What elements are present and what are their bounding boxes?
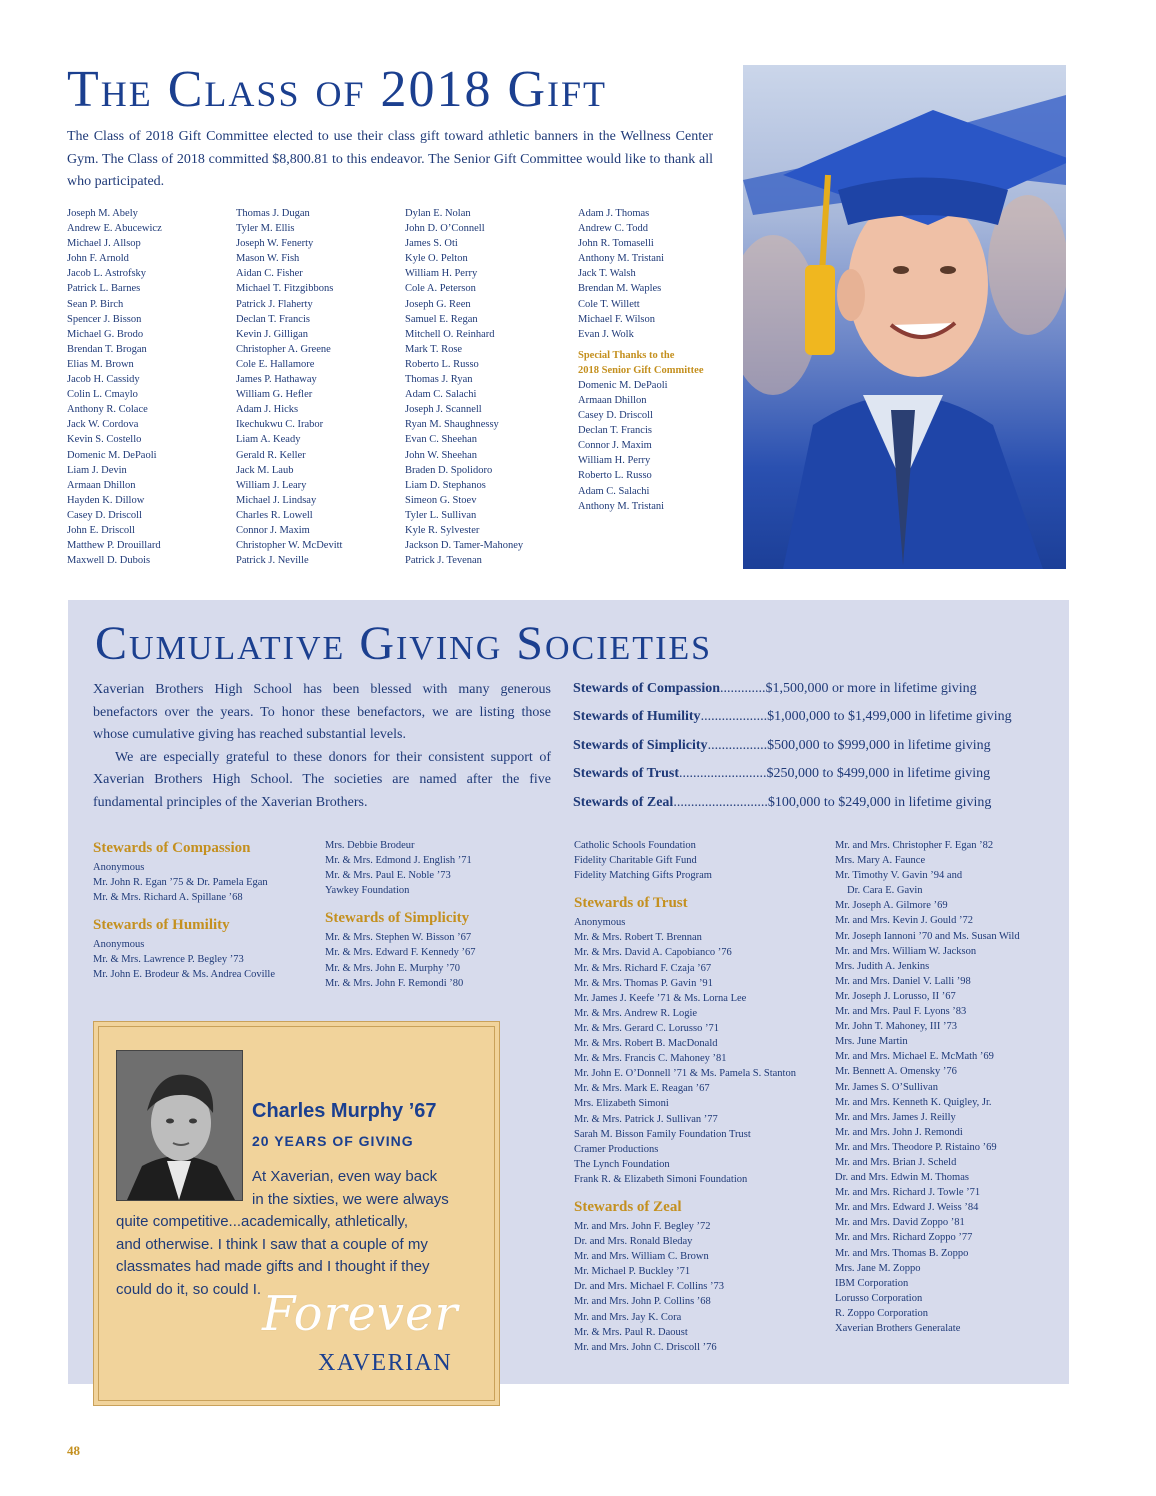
list-item: Jack T. Walsh: [578, 268, 636, 280]
list-item: Mrs. Debbie Brodeur: [325, 840, 415, 851]
class-names-column-2: [236, 206, 342, 568]
list-item: Charles R. Lowell: [236, 509, 313, 521]
list-item: Mark T. Rose: [405, 343, 463, 355]
zeal-donors: [574, 1219, 824, 1355]
list-item: Maxwell D. Dubois: [67, 555, 151, 567]
list-item: R. Zoppo Corporation: [835, 1307, 929, 1319]
list-item: Mr. and Mrs. Thomas B. Zoppo: [835, 1247, 969, 1259]
list-item: Simeon G. Stoev: [405, 494, 477, 506]
list-item: Michael J. Allsop: [67, 238, 141, 250]
list-item: Liam D. Stephanos: [405, 479, 486, 491]
graduation-photo: [743, 65, 1066, 569]
list-item: Kevin S. Costello: [67, 434, 142, 446]
list-item: Mr. & Mrs. Paul R. Daoust: [574, 1326, 688, 1338]
list-item: Patrick J. Neville: [236, 555, 309, 567]
list-item: William H. Perry: [578, 455, 651, 467]
list-item: Mr. John E. Brodeur & Ms. Andrea Coville: [93, 969, 275, 981]
level-dots: ...........................: [673, 794, 768, 810]
list-item: Mrs. Jane M. Zoppo: [835, 1262, 921, 1274]
class-gift-intro: The Class of 2018 Gift Committee elected to use their class gift toward athletic banners in the Wellness Center Gym. The Class of 2018 committed $8,800.81 to this endeavor. The Senior Gift Committee would like to thank all who participated.: [67, 129, 713, 189]
list-item: Sean P. Birch: [67, 298, 124, 310]
list-item: Colin L. Cmaylo: [67, 389, 138, 401]
list-item: Mr. Joseph J. Lorusso, II ’67: [835, 990, 956, 1002]
list-item: Anonymous: [93, 862, 145, 873]
list-item: Catholic Schools Foundation: [574, 840, 696, 851]
list-item: Mr. and Mrs. Richard Zoppo ’77: [835, 1232, 973, 1244]
list-item: Mr. and Mrs. Brian J. Scheld: [835, 1156, 957, 1168]
list-item: Mitchell O. Reinhard: [405, 328, 495, 340]
list-item: Christopher W. McDevitt: [236, 540, 343, 552]
list-item: Liam A. Keady: [236, 434, 301, 446]
list-item: Mr. and Mrs. William W. Jackson: [835, 945, 977, 957]
special-thanks-line-2: 2018 Senior Gift Committee: [578, 364, 704, 376]
list-item: Declan T. Francis: [578, 425, 652, 437]
list-item: Mason W. Fish: [236, 253, 300, 265]
list-item: Mrs. Elizabeth Simoni: [574, 1098, 669, 1110]
list-item: John R. Tomaselli: [578, 238, 654, 250]
level-name: Stewards of Humility: [573, 709, 701, 725]
page-number: 48: [67, 1443, 80, 1458]
list-item: Mrs. Mary A. Faunce: [835, 855, 926, 867]
list-item: Michael F. Wilson: [578, 313, 655, 325]
list-item: William H. Perry: [405, 268, 478, 280]
list-item: Roberto L. Russo: [578, 470, 652, 482]
class-names-column-3: [405, 206, 523, 568]
list-item: Mr. & Mrs. Patrick J. Sullivan ’77: [574, 1113, 718, 1125]
list-item: Kyle O. Pelton: [405, 253, 468, 265]
list-item: Tyler L. Sullivan: [405, 509, 477, 521]
list-item: Matthew P. Drouillard: [67, 540, 161, 552]
list-item: Mr. and Mrs. Jay K. Cora: [574, 1311, 682, 1323]
giving-intro-paragraph-2: We are especially grateful to these donors for their consistent support of Xaverian Brothers High School. The societies are named after the five fundamental principles of the Xaverian Brothers.: [93, 749, 551, 810]
compassion-donors-continued: [325, 838, 555, 898]
list-item: and otherwise. I think I saw that a couple of my: [116, 1235, 428, 1253]
list-item: Braden D. Spolidoro: [405, 464, 493, 476]
list-item: Andrew E. Abucewicz: [67, 223, 162, 235]
list-item: Brendan M. Waples: [578, 283, 662, 295]
list-item: Cole E. Hallamore: [236, 358, 315, 370]
list-item: Mr. and Mrs. Richard J. Towle ’71: [835, 1187, 981, 1199]
list-item: Connor J. Maxim: [236, 524, 310, 536]
level-simplicity: [573, 736, 1053, 764]
list-item: Declan T. Francis: [236, 313, 310, 325]
simplicity-donors-continued: [574, 838, 824, 883]
list-item: Anthony R. Colace: [67, 404, 148, 416]
list-item: Frank R. & Elizabeth Simoni Foundation: [574, 1173, 748, 1185]
committee-list: [578, 378, 704, 514]
list-item: Fidelity Charitable Gift Fund: [574, 855, 697, 867]
list-item: Thomas J. Dugan: [236, 208, 310, 219]
list-item: Gerald R. Keller: [236, 449, 306, 461]
list-item: Joseph J. Scannell: [405, 404, 482, 416]
list-item: Elias M. Brown: [67, 358, 134, 370]
list-item: Mr. & Mrs. Edward F. Kennedy ’67: [325, 947, 476, 959]
list-item: William G. Hefler: [236, 389, 313, 401]
level-dots: .........................: [679, 766, 767, 782]
list-item: Mr. and Mrs. Theodore P. Ristaino ’69: [835, 1141, 997, 1153]
donor-name: Charles Murphy ’67: [252, 1100, 437, 1122]
quote-lines-top: [252, 1166, 449, 1211]
list-item: Joseph M. Abely: [67, 208, 138, 219]
forever-xaverian-logo-wordmark: XAVERIAN: [318, 1350, 453, 1376]
level-range: $500,000 to $999,000 in lifetime giving: [767, 737, 991, 753]
donor-column-4: [835, 838, 1065, 1336]
list-item: Ikechukwu C. Irabor: [236, 419, 324, 431]
level-zeal: [573, 793, 1053, 821]
list-item: Michael G. Brodo: [67, 328, 144, 340]
level-range: $100,000 to $249,000 in lifetime giving: [767, 794, 992, 810]
list-item: Roberto L. Russo: [405, 358, 479, 370]
donor-portrait-photo: [116, 1050, 243, 1201]
list-item: Ryan M. Shaughnessy: [405, 419, 499, 431]
level-range: $1,000,000 to $1,499,000 in lifetime giving: [767, 709, 1012, 725]
list-item: William J. Leary: [236, 479, 307, 491]
list-item: Mr. & Mrs. John F. Remondi ’80: [325, 977, 464, 989]
list-item: Patrick J. Tevenan: [405, 555, 482, 567]
list-item: Brendan T. Brogan: [67, 343, 147, 355]
list-item: Mr. and Mrs. Daniel V. Lalli ’98: [835, 975, 971, 987]
level-name: Stewards of Simplicity: [573, 737, 708, 753]
level-dots: .............: [720, 681, 766, 696]
level-range: $250,000 to $499,000 in lifetime giving: [766, 766, 991, 782]
list-item: Jackson D. Tamer-Mahoney: [405, 540, 524, 552]
simplicity-donors: [325, 930, 555, 990]
forever-xaverian-logo-script: Forever: [262, 1286, 459, 1342]
list-item: Anthony M. Tristani: [578, 253, 665, 265]
list-item: Mr. and Mrs. David Zoppo ’81: [835, 1217, 965, 1229]
list-item: Mr. John R. Egan ’75 & Dr. Pamela Egan: [93, 877, 268, 889]
list-item: Cole A. Peterson: [405, 283, 476, 295]
list-item: Mr. & Mrs. Mark E. Reagan ’67: [574, 1083, 710, 1095]
level-dots: .................: [707, 737, 768, 753]
list-item: Kevin J. Gilligan: [236, 328, 309, 340]
list-item: Joseph W. Fenerty: [236, 238, 314, 250]
list-item: Mr. & Mrs. Thomas P. Gavin ’91: [574, 977, 713, 989]
list-item: Tyler M. Ellis: [236, 223, 295, 235]
list-item: Dr. Cara E. Gavin: [847, 885, 923, 897]
list-item: Kyle R. Sylvester: [405, 524, 480, 536]
list-item: Sarah M. Bisson Family Foundation Trust: [574, 1128, 751, 1140]
list-item: Hayden K. Dillow: [67, 494, 145, 506]
list-item: Samuel E. Regan: [405, 313, 478, 325]
list-item: The Lynch Foundation: [574, 1158, 670, 1170]
list-item: Liam J. Devin: [67, 464, 127, 476]
giving-intro-paragraph-1: Xaverian Brothers High School has been blessed with many generous benefactors over the years. To honor these benefactors, we are listing those whose cumulative giving has reached substantial levels.: [93, 682, 551, 743]
zeal-heading: Stewards of Zeal: [574, 1198, 682, 1215]
simplicity-heading: Stewards of Simplicity: [325, 910, 470, 927]
list-item: Mr. & Mrs. Lawrence P. Begley ’73: [93, 954, 244, 966]
list-item: Armaan Dhillon: [578, 394, 647, 406]
list-item: Adam J. Thomas: [578, 208, 650, 219]
list-item: Xaverian Brothers Generalate: [835, 1323, 961, 1334]
list-item: Mr. & Mrs. Andrew R. Logie: [574, 1007, 698, 1019]
list-item: Dylan E. Nolan: [405, 208, 471, 219]
compassion-donors: [93, 860, 313, 905]
list-item: IBM Corporation: [835, 1277, 909, 1289]
list-item: Evan C. Sheehan: [405, 434, 478, 446]
giving-title: Cumulative Giving Societies: [95, 617, 713, 670]
class-names-column-4: [578, 206, 704, 514]
humility-donors: [93, 937, 313, 982]
level-compassion: [573, 679, 1053, 707]
list-item: Mr. John T. Mahoney, III ’73: [835, 1021, 957, 1033]
list-item: Mr. and Mrs. Michael E. McMath ’69: [835, 1051, 994, 1063]
list-item: Mr. & Mrs. David A. Capobianco ’76: [574, 947, 732, 959]
donor-column-1: [93, 838, 313, 983]
list-item: Lorusso Corporation: [835, 1292, 923, 1304]
special-thanks-heading: [578, 348, 704, 378]
list-item: Anonymous: [93, 939, 145, 951]
list-item: could do it, so could I.: [116, 1280, 262, 1298]
list-item: Adam C. Salachi: [578, 485, 650, 497]
list-item: Armaan Dhillon: [67, 479, 136, 491]
portrait-illustration: [117, 1051, 242, 1200]
list-item: James P. Hathaway: [236, 374, 317, 386]
list-item: James S. Oti: [405, 238, 458, 250]
list-item: Yawkey Foundation: [325, 885, 410, 897]
donor-column-3: [574, 838, 824, 1355]
list-item: Mr. and Mrs. James J. Reilly: [835, 1111, 956, 1123]
society-levels: [573, 679, 1053, 821]
class-names-column-1: [67, 206, 162, 568]
list-item: Mr. and Mrs. John P. Collins ’68: [574, 1296, 711, 1308]
list-item: Mrs. Judith A. Jenkins: [835, 960, 930, 972]
list-item: Mr. & Mrs. Stephen W. Bisson ’67: [325, 932, 472, 944]
list-item: Michael J. Lindsay: [236, 494, 317, 506]
list-item: Casey D. Driscoll: [578, 410, 653, 422]
list-item: Cole T. Willett: [578, 298, 640, 310]
giving-intro: [93, 679, 551, 815]
list-item: Mr. and Mrs. John F. Begley ’72: [574, 1220, 711, 1232]
list-item: Mr. John E. O’Donnell ’71 & Ms. Pamela S. Stanton: [574, 1068, 796, 1080]
list-item: Mr. & Mrs. Robert T. Brennan: [574, 932, 702, 944]
list-item: in the sixties, we were always: [252, 1190, 449, 1208]
list-item: Jacob L. Astrofsky: [67, 268, 147, 280]
donor-column-2: [325, 838, 555, 991]
list-item: John F. Arnold: [67, 253, 129, 265]
level-humility: [573, 707, 1053, 735]
list-item: Casey D. Driscoll: [67, 509, 142, 521]
list-item: Patrick J. Flaherty: [236, 298, 313, 310]
list-item: Connor J. Maxim: [578, 440, 652, 452]
list-item: Anonymous: [574, 917, 626, 929]
list-item: Mr. and Mrs. Christopher F. Egan ’82: [835, 840, 994, 851]
level-range: $1,500,000 or more in lifetime giving: [765, 681, 977, 696]
list-item: Jacob H. Cassidy: [67, 374, 140, 386]
list-item: Christopher A. Greene: [236, 343, 331, 355]
list-item: Aidan C. Fisher: [236, 268, 303, 280]
list-item: Mr. and Mrs. William C. Brown: [574, 1251, 709, 1263]
list-item: Mr. & Mrs. Gerard C. Lorusso ’71: [574, 1022, 719, 1034]
list-item: Mr. Bennett A. Omensky ’76: [835, 1066, 957, 1078]
list-item: Mr. and Mrs. Kevin J. Gould ’72: [835, 915, 973, 927]
list-item: Andrew C. Todd: [578, 223, 648, 235]
list-item: Mr. and Mrs. Kenneth K. Quigley, Jr.: [835, 1096, 992, 1108]
special-thanks-line-1: Special Thanks to the: [578, 349, 675, 361]
list-item: Mr. and Mrs. John J. Remondi: [835, 1126, 963, 1138]
list-item: Domenic M. DePaoli: [67, 449, 157, 461]
list-item: Evan J. Wolk: [578, 328, 634, 340]
list-item: Patrick L. Barnes: [67, 283, 141, 295]
list-item: Mr. and Mrs. Edward J. Weiss ’84: [835, 1202, 979, 1214]
list-item: Jack W. Cordova: [67, 419, 139, 431]
level-name: Stewards of Compassion: [573, 681, 721, 696]
list-item: Spencer J. Bisson: [67, 313, 142, 325]
list-item: Dr. and Mrs. Ronald Bleday: [574, 1236, 693, 1248]
level-trust: [573, 764, 1053, 792]
trust-donors: [574, 915, 824, 1187]
list-item: Mr. & Mrs. Robert B. MacDonald: [574, 1038, 718, 1050]
zeal-donors-continued: [835, 838, 1065, 1336]
list-item: John E. Driscoll: [67, 524, 135, 536]
list-item: Mrs. June Martin: [835, 1036, 908, 1048]
list-item: Cramer Productions: [574, 1143, 659, 1155]
trust-heading: Stewards of Trust: [574, 895, 688, 912]
list-item: Anthony M. Tristani: [578, 500, 665, 512]
list-item: At Xaverian, even way back: [252, 1168, 438, 1185]
list-item: Mr. & Mrs. Richard F. Czaja ’67: [574, 962, 712, 974]
list-item: Dr. and Mrs. Edwin M. Thomas: [835, 1172, 969, 1184]
list-item: Mr. Michael P. Buckley ’71: [574, 1266, 691, 1278]
level-name: Stewards of Trust: [573, 766, 680, 782]
class-gift-title: The Class of 2018 Gift: [67, 61, 608, 118]
list-item: John D. O’Connell: [405, 223, 485, 235]
list-item: Domenic M. DePaoli: [578, 379, 668, 391]
list-item: Mr. and Mrs. Paul F. Lyons ’83: [835, 1006, 967, 1018]
list-item: Mr. & Mrs. Paul E. Noble ’73: [325, 870, 451, 882]
list-item: Mr. Joseph A. Gilmore ’69: [835, 900, 948, 912]
list-item: Adam C. Salachi: [405, 389, 477, 401]
years-of-giving: 20 YEARS OF GIVING: [252, 1133, 414, 1149]
list-item: Mr. Timothy V. Gavin ’94 and: [835, 870, 963, 882]
list-item: Mr. & Mrs. Richard A. Spillane ’68: [93, 892, 243, 904]
graduate-illustration: [743, 65, 1066, 569]
list-item: Mr. and Mrs. John C. Driscoll ’76: [574, 1341, 717, 1353]
list-item: Michael T. Fitzgibbons: [236, 283, 334, 295]
list-item: Thomas J. Ryan: [405, 374, 473, 386]
level-name: Stewards of Zeal: [573, 794, 674, 810]
list-item: Mr. Joseph Iannoni ’70 and Ms. Susan Wild: [835, 930, 1020, 942]
list-item: Mr. & Mrs. Francis C. Mahoney ’81: [574, 1053, 727, 1065]
list-item: Mr. & Mrs. John E. Murphy ’70: [325, 962, 461, 974]
list-item: Mr. James J. Keefe ’71 & Ms. Lorna Lee: [574, 992, 747, 1004]
level-dots: ...................: [700, 709, 768, 725]
list-item: Fidelity Matching Gifts Program: [574, 870, 712, 882]
list-item: classmates had made gifts and I thought if they: [116, 1258, 430, 1275]
compassion-heading: Stewards of Compassion: [93, 840, 251, 856]
list-item: Mr. James S. O’Sullivan: [835, 1081, 938, 1093]
list-item: Adam J. Hicks: [236, 404, 299, 416]
list-item: Jack M. Laub: [236, 464, 294, 476]
humility-heading: Stewards of Humility: [93, 917, 230, 934]
list-item: Mr. & Mrs. Edmond J. English ’71: [325, 855, 472, 867]
list-item: quite competitive...academically, athletically,: [116, 1213, 409, 1230]
class-names-list: [578, 206, 704, 342]
list-item: Joseph G. Reen: [405, 298, 471, 310]
list-item: John W. Sheehan: [405, 449, 478, 461]
list-item: Dr. and Mrs. Michael F. Collins ’73: [574, 1281, 724, 1293]
